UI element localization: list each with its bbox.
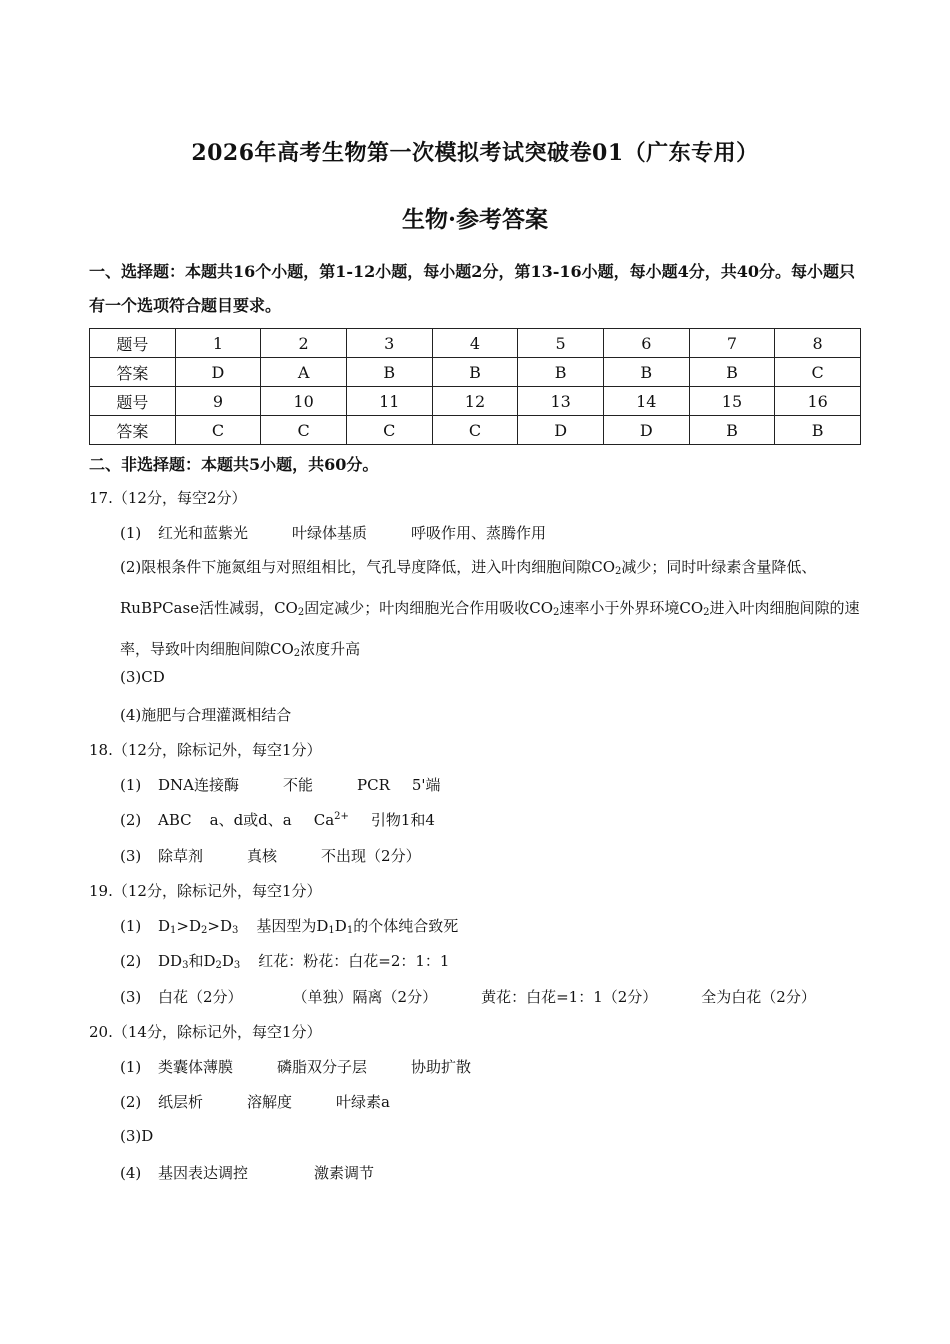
answer-table-cell: A [261, 358, 347, 387]
q17-l1-a: 红光和蓝紫光 [158, 524, 249, 542]
q18-l1-b: 不能 [282, 776, 313, 794]
answer-table-cell: D [175, 358, 261, 387]
q20-l1-c: 协助扩散 [411, 1058, 472, 1076]
answer-table-cell: B [432, 358, 518, 387]
answer-table-cell: 11 [346, 387, 432, 416]
answer-table-row [90, 329, 861, 358]
q19-l1-a3: >D [207, 917, 232, 935]
answer-table-cell: B [346, 358, 432, 387]
q18-l3-c: 不出现（2分） [321, 847, 421, 865]
answer-table-cell: C [775, 358, 861, 387]
q17-p2-c: 固定减少；叶肉细胞光合作用吸收CO [304, 599, 553, 617]
q19-line2 [120, 950, 449, 971]
q20-l2-a: 纸层析 [158, 1093, 204, 1111]
answer-table-cell: 15 [689, 387, 775, 416]
q17-p2-f: 浓度升高 [300, 640, 361, 658]
answer-table-cell: 3 [346, 329, 432, 358]
q19-l3-a: 白花（2分） [158, 988, 243, 1006]
q17-p2-sub: 2 [293, 648, 301, 659]
answer-table-cell: 4 [432, 329, 518, 358]
q19-l2-a1: DD [158, 952, 183, 970]
answer-table-cell: 5 [518, 329, 604, 358]
answer-table-cell: B [689, 416, 775, 445]
q17-line3: (3)CD [120, 668, 165, 686]
q18-l1-num: (1) [120, 776, 142, 794]
q19-l2-b: 红花：粉花：白花=2：1：1 [258, 952, 450, 970]
section2-heading: 二、非选择题：本题共5小题，共60分。 [89, 455, 379, 474]
answer-table-cell: B [518, 358, 604, 387]
page-subtitle: 生物·参考答案 [401, 206, 548, 233]
q19-line1 [120, 915, 458, 936]
q17-line1 [120, 522, 546, 543]
section1-heading: 一、选择题：本题共16个小题，第1-12小题，每小题2分，第13-16小题，每小题4分，共40分。每小题只有一个选项符合题目要求。 [89, 262, 856, 315]
q18-l3-num: (3) [120, 847, 142, 865]
q18-l3-b: 真核 [247, 847, 278, 865]
answer-table-cell: 12 [432, 387, 518, 416]
answer-table-row-header: 答案 [90, 358, 176, 387]
q20-l2-c: 叶绿素a [336, 1093, 390, 1111]
q18-l3-a: 除草剂 [158, 847, 204, 865]
q20-l4-a: 基因表达调控 [158, 1164, 249, 1182]
q17-p2-d: 速率小于外界环境CO [559, 599, 704, 617]
q17-p2-sub: 2 [703, 607, 710, 618]
answer-table-cell: C [261, 416, 347, 445]
q19-l3-d: 全为白花（2分） [701, 988, 816, 1006]
q17-l1-b: 叶绿体基质 [292, 524, 368, 542]
q19-l1-b1: 基因型为D [256, 917, 329, 935]
answer-table-row-header: 题号 [90, 329, 176, 358]
answer-table-cell: D [518, 416, 604, 445]
answer-table-cell: 16 [775, 387, 861, 416]
q18-l2-d: 引物1和4 [370, 811, 435, 829]
q19-l1-num: (1) [120, 917, 142, 935]
answer-table-cell: B [603, 358, 689, 387]
q20-line4 [120, 1162, 374, 1183]
q19-l1-a1: D [158, 917, 171, 935]
answer-table-cell: D [603, 416, 689, 445]
q18-l2-c: Ca [313, 811, 335, 829]
answer-table-cell: 10 [261, 387, 347, 416]
answer-table-cell: 2 [261, 329, 347, 358]
q17-line4: (4)施肥与合理灌溉相结合 [120, 706, 292, 724]
q18-l1-d: 5'端 [411, 776, 441, 794]
q17-heading: 17.（12分，每空2分） [89, 489, 247, 507]
q18-l2-num: (2) [120, 811, 142, 829]
q19-l1-b2: D [334, 917, 347, 935]
answer-table-cell: 9 [175, 387, 261, 416]
q18-heading: 18.（12分，除标记外，每空1分） [89, 741, 322, 759]
q17-l1-num: (1) [120, 524, 142, 542]
q17-l1-c: 呼吸作用、蒸腾作用 [411, 524, 547, 542]
q20-l2-num: (2) [120, 1093, 142, 1111]
answer-table-row-header: 题号 [90, 387, 176, 416]
q17-p2-b: 减少；同时叶绿素含量降低、RuBPCase活性减弱，CO [120, 558, 817, 617]
q19-l3-c: 黄花：白花=1：1（2分） [481, 988, 658, 1006]
answer-table-cell: 1 [175, 329, 261, 358]
q18-l2-c-sup: 2+ [334, 811, 349, 822]
q17-p2-sub: 2 [553, 607, 560, 618]
q19-l1-a2: >D [176, 917, 202, 935]
q17-para2 [120, 549, 862, 672]
q19-l2-s2: 2 [215, 960, 222, 971]
answer-table-cell: 13 [518, 387, 604, 416]
q18-l2-a: ABC [158, 811, 192, 829]
q19-l3-b: （单独）隔离（2分） [292, 988, 438, 1006]
q19-l3-num: (3) [120, 988, 142, 1006]
q20-line2 [120, 1091, 390, 1112]
q18-line1 [120, 774, 441, 795]
q17-p2-sub: 2 [615, 566, 622, 577]
answer-table-row-header: 答案 [90, 416, 176, 445]
q20-l4-num: (4) [120, 1164, 142, 1182]
answer-table-row [90, 416, 861, 445]
q20-l1-b: 磷脂双分子层 [277, 1058, 368, 1076]
q20-l2-b: 溶解度 [247, 1093, 293, 1111]
answer-table-cell: 7 [689, 329, 775, 358]
q20-line1 [120, 1056, 471, 1077]
answer-table-cell: C [175, 416, 261, 445]
q19-heading: 19.（12分，除标记外，每空1分） [89, 882, 322, 900]
answer-table-cell: 6 [603, 329, 689, 358]
q18-l2-b: a、d或d、a [209, 811, 292, 829]
q17-p2-e: 进入叶肉细胞间隙的速率，导致叶肉细胞间隙CO [120, 599, 860, 658]
q20-l4-b: 激素调节 [314, 1164, 375, 1182]
q19-l2-a3: D [221, 952, 234, 970]
q19-l1-b3: 的个体纯合致死 [353, 917, 459, 935]
answer-table-cell: B [775, 416, 861, 445]
q18-l1-a: DNA连接酶 [158, 776, 239, 794]
answer-table-cell: 14 [603, 387, 689, 416]
q20-l1-a: 类囊体薄膜 [158, 1058, 234, 1076]
q19-line3 [120, 986, 816, 1007]
answer-table-row [90, 387, 861, 416]
page-title: 2026年高考生物第一次模拟考试突破卷01（广东专用） [191, 140, 759, 166]
q19-l2-s3: 3 [233, 960, 241, 971]
q20-l1-num: (1) [120, 1058, 142, 1076]
answer-table-cell: 8 [775, 329, 861, 358]
q20-line3: (3)D [120, 1127, 154, 1145]
q19-l1-s3: 3 [232, 925, 239, 936]
answer-table-cell: C [346, 416, 432, 445]
q19-l1-bs1: 1 [328, 925, 335, 936]
answer-table-cell: B [689, 358, 775, 387]
answer-table-cell: C [432, 416, 518, 445]
answer-table-row [90, 358, 861, 387]
q18-line3 [120, 845, 421, 866]
answer-table [89, 328, 861, 445]
q19-l2-s1: 3 [182, 960, 189, 971]
q20-heading: 20.（14分，除标记外，每空1分） [89, 1023, 322, 1041]
q17-p2-sub: 2 [297, 607, 305, 618]
q19-l2-num: (2) [120, 952, 142, 970]
q19-l1-s1: 1 [170, 925, 177, 936]
q18-line2 [120, 809, 435, 830]
q17-p2-a: (2)限根条件下施氮组与对照组相比，气孔导度降低，进入叶肉细胞间隙CO [120, 558, 616, 576]
q18-l1-c: PCR [357, 776, 390, 794]
q19-l1-s2: 2 [201, 925, 208, 936]
q19-l1-bs2: 1 [346, 925, 354, 936]
q19-l2-a2: 和D [188, 952, 216, 970]
